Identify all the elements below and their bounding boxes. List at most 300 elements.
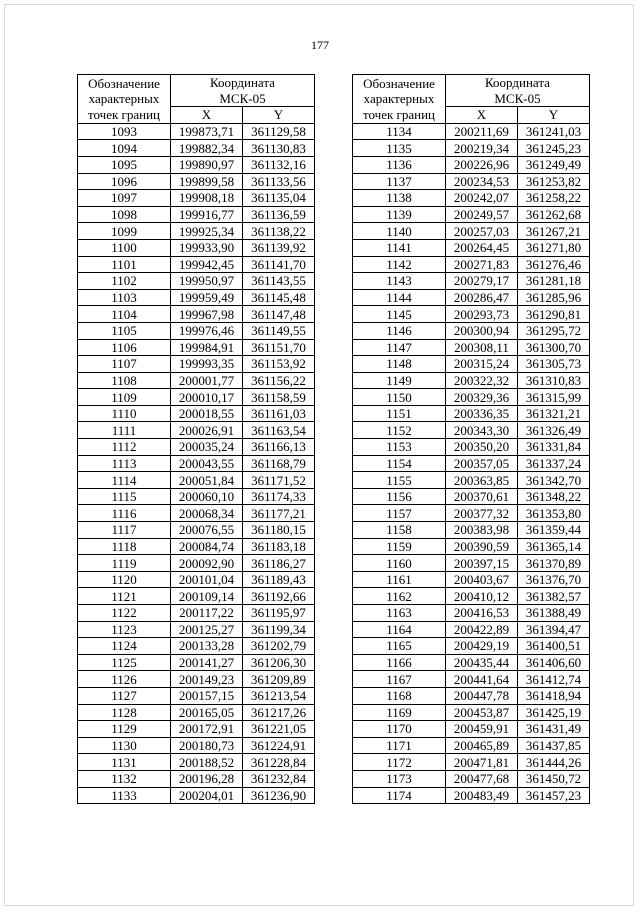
point-id-cell: 1132: [78, 770, 171, 787]
y-coordinate-cell: 361129,58: [243, 123, 315, 140]
y-coordinate-cell: 361213,54: [243, 687, 315, 704]
x-coordinate-cell: 200092,90: [171, 555, 243, 572]
y-coordinate-cell: 361180,15: [243, 522, 315, 539]
point-id-cell: 1111: [78, 422, 171, 439]
table-row: [353, 156, 590, 173]
table-row: [353, 605, 590, 622]
point-label-line: Обозначение: [88, 75, 160, 91]
x-coordinate-cell: 200219,34: [446, 140, 518, 157]
point-id-cell: 1152: [353, 422, 446, 439]
point-id-cell: 1109: [78, 389, 171, 406]
y-coordinate-cell: 361457,23: [518, 787, 590, 804]
table-row: [353, 621, 590, 638]
x-coordinate-cell: 200010,17: [171, 389, 243, 406]
y-coordinate-cell: 361412,74: [518, 671, 590, 688]
x-coordinate-cell: 200211,69: [446, 123, 518, 140]
table-row: [78, 372, 315, 389]
table-row: [78, 571, 315, 588]
table-row: [353, 770, 590, 787]
y-coordinate-cell: 361353,80: [518, 505, 590, 522]
table-row: [78, 223, 315, 240]
x-coordinate-cell: 200300,94: [446, 322, 518, 339]
x-coordinate-cell: 200477,68: [446, 770, 518, 787]
x-header: X: [446, 107, 518, 124]
point-id-cell: 1131: [78, 754, 171, 771]
table-row: [78, 405, 315, 422]
point-id-cell: 1114: [78, 472, 171, 489]
y-coordinate-cell: 361321,21: [518, 405, 590, 422]
x-coordinate-cell: 200363,85: [446, 472, 518, 489]
y-coordinate-cell: 361145,48: [243, 289, 315, 306]
point-id-cell: 1140: [353, 223, 446, 240]
y-coordinate-cell: 361262,68: [518, 206, 590, 223]
point-id-cell: 1168: [353, 687, 446, 704]
table-row: [78, 638, 315, 655]
point-id-cell: 1100: [78, 239, 171, 256]
y-coordinate-cell: 361156,22: [243, 372, 315, 389]
x-coordinate-cell: 200459,91: [446, 721, 518, 738]
x-coordinate-cell: 200051,84: [171, 472, 243, 489]
y-coordinate-cell: 361310,83: [518, 372, 590, 389]
table-row: [78, 123, 315, 140]
table-body: [78, 123, 315, 803]
x-coordinate-cell: 199967,98: [171, 306, 243, 323]
y-coordinate-cell: 361276,46: [518, 256, 590, 273]
table-row: [78, 654, 315, 671]
table-row: [78, 737, 315, 754]
point-id-cell: 1094: [78, 140, 171, 157]
x-coordinate-cell: 200264,45: [446, 239, 518, 256]
coord-label-line: МСК-05: [219, 90, 266, 106]
table-row: [78, 455, 315, 472]
y-coordinate-cell: 361425,19: [518, 704, 590, 721]
table-row: [78, 721, 315, 738]
x-coordinate-cell: 200234,53: [446, 173, 518, 190]
y-coordinate-cell: 361151,70: [243, 339, 315, 356]
point-id-cell: 1136: [353, 156, 446, 173]
point-id-cell: 1166: [353, 654, 446, 671]
y-coordinate-cell: 361163,54: [243, 422, 315, 439]
table-row: [78, 770, 315, 787]
y-coordinate-cell: 361221,05: [243, 721, 315, 738]
x-coordinate-cell: 200383,98: [446, 522, 518, 539]
point-label-line: точек границ: [362, 106, 436, 122]
table-row: [78, 538, 315, 555]
point-id-cell: 1130: [78, 737, 171, 754]
table-row: [353, 787, 590, 804]
point-label-line: характерных: [88, 91, 160, 107]
y-coordinate-cell: 361171,52: [243, 472, 315, 489]
y-coordinate-cell: 361295,72: [518, 322, 590, 339]
x-coordinate-cell: 200149,23: [171, 671, 243, 688]
x-coordinate-cell: 200180,73: [171, 737, 243, 754]
point-id-cell: 1153: [353, 439, 446, 456]
table-row: [353, 488, 590, 505]
page-number: 177: [311, 38, 329, 52]
y-coordinate-cell: 361192,66: [243, 588, 315, 605]
table-row: [78, 190, 315, 207]
table-row: [353, 671, 590, 688]
x-coordinate-cell: 199925,34: [171, 223, 243, 240]
point-id-cell: 1171: [353, 737, 446, 754]
x-coordinate-cell: 200308,11: [446, 339, 518, 356]
y-coordinate-cell: 361418,94: [518, 687, 590, 704]
x-coordinate-cell: 200315,24: [446, 356, 518, 373]
coord-label-line: МСК-05: [494, 90, 541, 106]
x-coordinate-cell: 200465,89: [446, 737, 518, 754]
table-row: [78, 289, 315, 306]
x-coordinate-cell: 200172,91: [171, 721, 243, 738]
table-body: [353, 123, 590, 803]
x-coordinate-cell: 199933,90: [171, 239, 243, 256]
x-coordinate-cell: 199873,71: [171, 123, 243, 140]
x-coordinate-cell: 199984,91: [171, 339, 243, 356]
x-coordinate-cell: 200410,12: [446, 588, 518, 605]
x-coordinate-cell: 200084,74: [171, 538, 243, 555]
y-coordinate-cell: 361241,03: [518, 123, 590, 140]
point-id-cell: 1095: [78, 156, 171, 173]
point-id-cell: 1115: [78, 488, 171, 505]
point-id-cell: 1107: [78, 356, 171, 373]
table-row: [353, 737, 590, 754]
table-row: [78, 439, 315, 456]
coord-system-header: [446, 75, 590, 107]
x-coordinate-cell: 199976,46: [171, 322, 243, 339]
x-coordinate-cell: 200293,73: [446, 306, 518, 323]
point-id-cell: 1116: [78, 505, 171, 522]
point-id-cell: 1106: [78, 339, 171, 356]
table-row: [353, 140, 590, 157]
point-id-cell: 1145: [353, 306, 446, 323]
y-coordinate-cell: 361206,30: [243, 654, 315, 671]
point-id-cell: 1165: [353, 638, 446, 655]
point-id-cell: 1119: [78, 555, 171, 572]
table-row: [78, 472, 315, 489]
x-coordinate-cell: 200435,44: [446, 654, 518, 671]
table-row: [78, 156, 315, 173]
x-coordinate-cell: 200226,96: [446, 156, 518, 173]
y-coordinate-cell: 361132,16: [243, 156, 315, 173]
table-row: [78, 621, 315, 638]
y-coordinate-cell: 361202,79: [243, 638, 315, 655]
table-row: [353, 389, 590, 406]
y-coordinate-cell: 361161,03: [243, 405, 315, 422]
y-coordinate-cell: 361365,14: [518, 538, 590, 555]
table-row: [353, 372, 590, 389]
y-coordinate-cell: 361450,72: [518, 770, 590, 787]
point-id-cell: 1118: [78, 538, 171, 555]
point-id-cell: 1144: [353, 289, 446, 306]
y-coordinate-cell: 361271,80: [518, 239, 590, 256]
table-row: [353, 687, 590, 704]
table-row: [353, 522, 590, 539]
x-coordinate-cell: 200447,78: [446, 687, 518, 704]
x-coordinate-cell: 200117,22: [171, 605, 243, 622]
table-row: [78, 671, 315, 688]
x-coordinate-cell: 200471,81: [446, 754, 518, 771]
y-coordinate-cell: 361143,55: [243, 273, 315, 290]
y-coordinate-cell: 361431,49: [518, 721, 590, 738]
x-coordinate-cell: 200257,03: [446, 223, 518, 240]
y-coordinate-cell: 361168,79: [243, 455, 315, 472]
x-coordinate-cell: 200060,10: [171, 488, 243, 505]
table-row: [353, 472, 590, 489]
table-row: [353, 123, 590, 140]
y-coordinate-cell: 361139,92: [243, 239, 315, 256]
table-row: [78, 239, 315, 256]
table-row: [78, 505, 315, 522]
y-coordinate-cell: 361285,96: [518, 289, 590, 306]
table-row: [353, 273, 590, 290]
y-coordinate-cell: 361177,21: [243, 505, 315, 522]
point-id-cell: 1160: [353, 555, 446, 572]
x-coordinate-cell: 200249,57: [446, 206, 518, 223]
x-coordinate-cell: 200196,28: [171, 770, 243, 787]
table-row: [353, 289, 590, 306]
y-coordinate-cell: 361236,90: [243, 787, 315, 804]
point-id-cell: 1155: [353, 472, 446, 489]
table-row: [78, 339, 315, 356]
point-id-cell: 1150: [353, 389, 446, 406]
point-id-cell: 1173: [353, 770, 446, 787]
point-id-cell: 1122: [78, 605, 171, 622]
point-id-cell: 1164: [353, 621, 446, 638]
table-row: [353, 256, 590, 273]
table-row: [78, 422, 315, 439]
point-id-cell: 1102: [78, 273, 171, 290]
point-id-cell: 1161: [353, 571, 446, 588]
point-label-line: характерных: [363, 91, 435, 107]
point-id-cell: 1135: [353, 140, 446, 157]
y-coordinate-cell: 361290,81: [518, 306, 590, 323]
y-coordinate-cell: 361209,89: [243, 671, 315, 688]
table-row: [353, 190, 590, 207]
x-coordinate-cell: 199916,77: [171, 206, 243, 223]
point-id-cell: 1139: [353, 206, 446, 223]
point-id-cell: 1172: [353, 754, 446, 771]
table-row: [353, 654, 590, 671]
x-coordinate-cell: 200109,14: [171, 588, 243, 605]
table-row: [353, 439, 590, 456]
x-coordinate-cell: 200001,77: [171, 372, 243, 389]
point-id-cell: 1117: [78, 522, 171, 539]
y-coordinate-cell: 361149,55: [243, 322, 315, 339]
point-id-cell: 1103: [78, 289, 171, 306]
x-coordinate-cell: 199882,34: [171, 140, 243, 157]
x-coordinate-cell: 200157,15: [171, 687, 243, 704]
point-id-cell: 1142: [353, 256, 446, 273]
point-id-cell: 1156: [353, 488, 446, 505]
y-coordinate-cell: 361267,21: [518, 223, 590, 240]
point-id-cell: 1123: [78, 621, 171, 638]
x-coordinate-cell: 199950,97: [171, 273, 243, 290]
table-row: [353, 538, 590, 555]
table-row: [78, 306, 315, 323]
x-coordinate-cell: 200441,64: [446, 671, 518, 688]
point-id-cell: 1170: [353, 721, 446, 738]
coordinates-table-right: [352, 74, 590, 804]
y-coordinate-cell: 361258,22: [518, 190, 590, 207]
table-row: [353, 571, 590, 588]
point-id-cell: 1143: [353, 273, 446, 290]
x-coordinate-cell: 200076,55: [171, 522, 243, 539]
x-coordinate-cell: 200336,35: [446, 405, 518, 422]
table-row: [353, 356, 590, 373]
y-coordinate-cell: 361300,70: [518, 339, 590, 356]
table-row: [353, 223, 590, 240]
table-row: [78, 588, 315, 605]
point-id-cell: 1154: [353, 455, 446, 472]
x-coordinate-cell: 200416,53: [446, 605, 518, 622]
x-coordinate-cell: 199899,58: [171, 173, 243, 190]
point-id-cell: 1101: [78, 256, 171, 273]
point-label-header: [353, 75, 446, 124]
y-coordinate-cell: 361153,92: [243, 356, 315, 373]
coord-system-header: [171, 75, 315, 107]
table-row: [353, 704, 590, 721]
point-label-header: [78, 75, 171, 124]
x-coordinate-cell: 200141,27: [171, 654, 243, 671]
point-id-cell: 1147: [353, 339, 446, 356]
x-coordinate-cell: 200165,05: [171, 704, 243, 721]
point-id-cell: 1146: [353, 322, 446, 339]
y-coordinate-cell: 361133,56: [243, 173, 315, 190]
y-coordinate-cell: 361147,48: [243, 306, 315, 323]
x-coordinate-cell: 200279,17: [446, 273, 518, 290]
table-row: [353, 422, 590, 439]
x-coordinate-cell: 200390,59: [446, 538, 518, 555]
x-coordinate-cell: 200357,05: [446, 455, 518, 472]
table-row: [353, 455, 590, 472]
x-coordinate-cell: 200242,07: [446, 190, 518, 207]
table-row: [353, 638, 590, 655]
point-id-cell: 1169: [353, 704, 446, 721]
x-coordinate-cell: 199993,35: [171, 356, 243, 373]
point-id-cell: 1120: [78, 571, 171, 588]
x-coordinate-cell: 200204,01: [171, 787, 243, 804]
y-coordinate-cell: 361245,23: [518, 140, 590, 157]
x-coordinate-cell: 199959,49: [171, 289, 243, 306]
point-id-cell: 1112: [78, 439, 171, 456]
point-id-cell: 1128: [78, 704, 171, 721]
y-coordinate-cell: 361406,60: [518, 654, 590, 671]
y-coordinate-cell: 361444,26: [518, 754, 590, 771]
point-id-cell: 1097: [78, 190, 171, 207]
table-row: [353, 322, 590, 339]
y-coordinate-cell: 361305,73: [518, 356, 590, 373]
point-id-cell: 1105: [78, 322, 171, 339]
table-row: [353, 588, 590, 605]
x-coordinate-cell: 200026,91: [171, 422, 243, 439]
y-coordinate-cell: 361359,44: [518, 522, 590, 539]
coordinates-table-left: [77, 74, 315, 804]
x-coordinate-cell: 200343,30: [446, 422, 518, 439]
table-row: [353, 555, 590, 572]
table-row: [78, 754, 315, 771]
y-coordinate-cell: 361315,99: [518, 389, 590, 406]
y-coordinate-cell: 361138,22: [243, 223, 315, 240]
point-id-cell: 1104: [78, 306, 171, 323]
x-coordinate-cell: 200350,20: [446, 439, 518, 456]
y-coordinate-cell: 361224,91: [243, 737, 315, 754]
x-coordinate-cell: 200133,28: [171, 638, 243, 655]
x-coordinate-cell: 200101,04: [171, 571, 243, 588]
point-id-cell: 1174: [353, 787, 446, 804]
x-coordinate-cell: 200453,87: [446, 704, 518, 721]
x-coordinate-cell: 200125,27: [171, 621, 243, 638]
table-row: [78, 273, 315, 290]
y-coordinate-cell: 361136,59: [243, 206, 315, 223]
point-id-cell: 1134: [353, 123, 446, 140]
table-row: [353, 173, 590, 190]
x-coordinate-cell: 200035,24: [171, 439, 243, 456]
coord-label-line: Координата: [485, 75, 550, 90]
x-coordinate-cell: 200403,67: [446, 571, 518, 588]
y-coordinate-cell: 361326,49: [518, 422, 590, 439]
y-coordinate-cell: 361370,89: [518, 555, 590, 572]
table-row: [78, 704, 315, 721]
y-coordinate-cell: 361253,82: [518, 173, 590, 190]
y-header: Y: [518, 107, 590, 124]
table-row: [353, 239, 590, 256]
table-row: [78, 687, 315, 704]
y-coordinate-cell: 361186,27: [243, 555, 315, 572]
y-coordinate-cell: 361232,84: [243, 770, 315, 787]
x-coordinate-cell: 200018,55: [171, 405, 243, 422]
y-coordinate-cell: 361228,84: [243, 754, 315, 771]
y-header: Y: [243, 107, 315, 124]
x-coordinate-cell: 200188,52: [171, 754, 243, 771]
y-coordinate-cell: 361130,83: [243, 140, 315, 157]
point-label-line: Обозначение: [363, 75, 435, 91]
point-id-cell: 1113: [78, 455, 171, 472]
y-coordinate-cell: 361342,70: [518, 472, 590, 489]
x-header: X: [171, 107, 243, 124]
x-coordinate-cell: 200429,19: [446, 638, 518, 655]
y-coordinate-cell: 361437,85: [518, 737, 590, 754]
x-coordinate-cell: 199908,18: [171, 190, 243, 207]
point-id-cell: 1093: [78, 123, 171, 140]
y-coordinate-cell: 361249,49: [518, 156, 590, 173]
point-id-cell: 1133: [78, 787, 171, 804]
table-row: [353, 339, 590, 356]
table-row: [78, 555, 315, 572]
x-coordinate-cell: 200397,15: [446, 555, 518, 572]
point-id-cell: 1110: [78, 405, 171, 422]
y-coordinate-cell: 361135,04: [243, 190, 315, 207]
point-id-cell: 1167: [353, 671, 446, 688]
table-row: [353, 206, 590, 223]
table-row: [353, 754, 590, 771]
y-coordinate-cell: 361166,13: [243, 439, 315, 456]
x-coordinate-cell: 199942,45: [171, 256, 243, 273]
point-id-cell: 1162: [353, 588, 446, 605]
point-id-cell: 1129: [78, 721, 171, 738]
point-id-cell: 1141: [353, 239, 446, 256]
y-coordinate-cell: 361199,34: [243, 621, 315, 638]
point-id-cell: 1126: [78, 671, 171, 688]
table-row: [78, 322, 315, 339]
y-coordinate-cell: 361331,84: [518, 439, 590, 456]
table-row: [78, 522, 315, 539]
point-id-cell: 1148: [353, 356, 446, 373]
point-id-cell: 1096: [78, 173, 171, 190]
point-id-cell: 1125: [78, 654, 171, 671]
x-coordinate-cell: 200286,47: [446, 289, 518, 306]
y-coordinate-cell: 361400,51: [518, 638, 590, 655]
point-id-cell: 1137: [353, 173, 446, 190]
point-id-cell: 1158: [353, 522, 446, 539]
